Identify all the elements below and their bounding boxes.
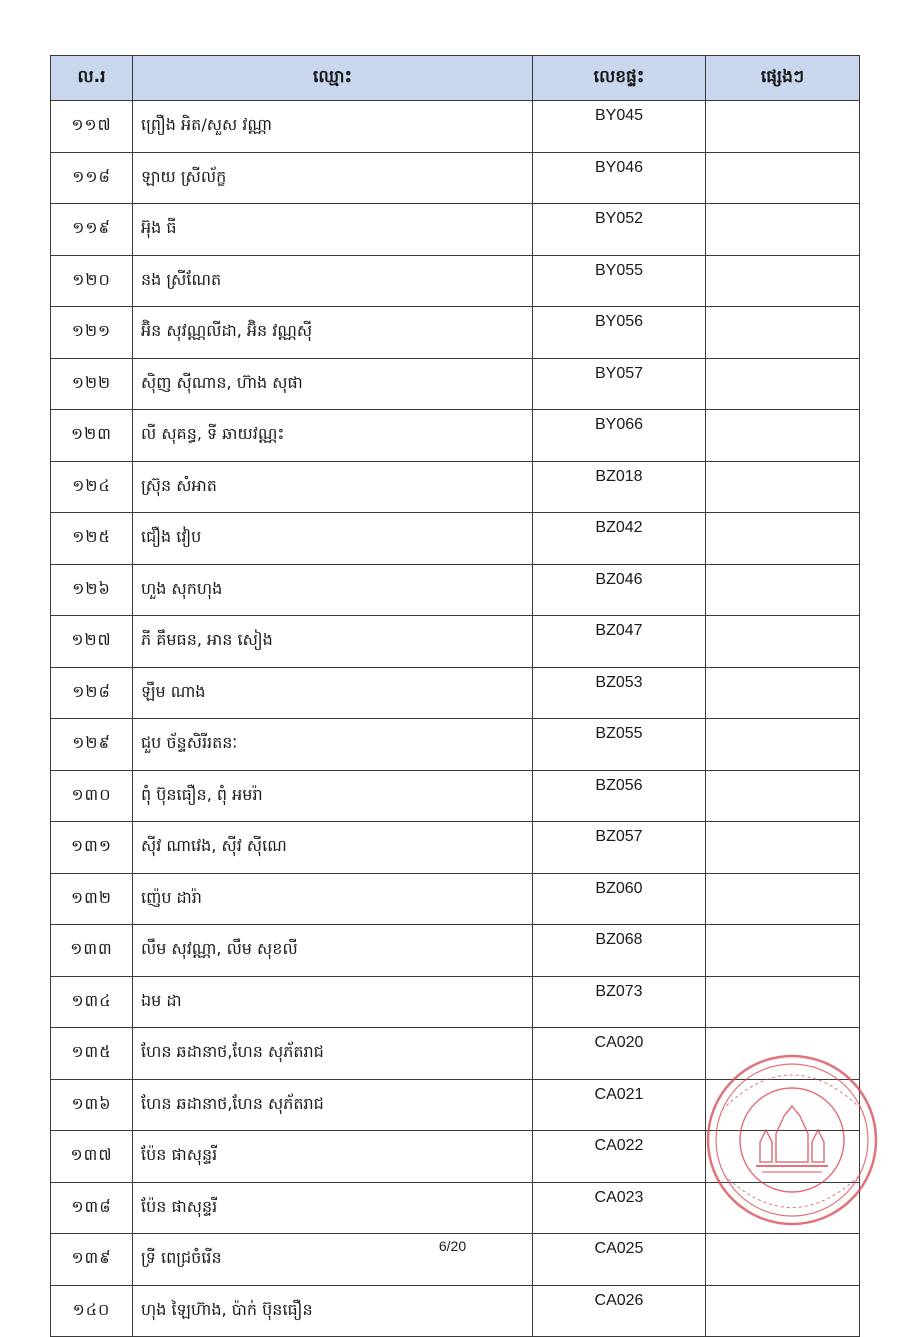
house-number-cell: BZ060: [533, 873, 706, 925]
house-number-cell: BY052: [533, 204, 706, 256]
owner-name-cell: ស៊្រុន សំអាត: [133, 461, 533, 513]
other-notes-cell: [706, 1028, 860, 1080]
house-list-table: [50, 55, 860, 1337]
house-number-cell: BZ057: [533, 822, 706, 874]
table-row: [51, 719, 860, 771]
table-row: [51, 358, 860, 410]
house-number-cell: BY046: [533, 152, 706, 204]
row-number-cell: ១៤០: [51, 1285, 133, 1337]
owner-name-cell: ព្រឿង អិត/សួស វណ្ណា: [133, 101, 533, 153]
row-number-cell: ១២៥: [51, 513, 133, 565]
row-number-cell: ១៣១: [51, 822, 133, 874]
house-number-cell: CA021: [533, 1079, 706, 1131]
owner-name-cell: ស៊ីវ ណាវេង, ស៊ីវ ស៊ីណេ: [133, 822, 533, 874]
header-house-number: លេខផ្ទះ: [533, 56, 706, 101]
owner-name-cell: ហែន ឆដានាថ,ហែន សុភ័តរាជ: [133, 1079, 533, 1131]
other-notes-cell: [706, 925, 860, 977]
page-number: 6/20: [438, 1238, 467, 1254]
other-notes-cell: [706, 822, 860, 874]
owner-name-cell: អ៊ិន សុវណ្ណលីដា, អ៊ិន វណ្ណស៊ី: [133, 307, 533, 359]
table-row: [51, 307, 860, 359]
house-number-cell: BZ056: [533, 770, 706, 822]
table-row: [51, 1131, 860, 1183]
house-number-cell: BZ042: [533, 513, 706, 565]
house-number-cell: BZ018: [533, 461, 706, 513]
table-row: [51, 461, 860, 513]
other-notes-cell: [706, 616, 860, 668]
other-notes-cell: [706, 358, 860, 410]
table-row: [51, 410, 860, 462]
other-notes-cell: [706, 1131, 860, 1183]
row-number-cell: ១១៩: [51, 204, 133, 256]
table-row: [51, 1285, 860, 1337]
house-number-cell: BY045: [533, 101, 706, 153]
owner-name-cell: លី សុគន្ធ, ទី ឆាយវណ្ណះ: [133, 410, 533, 462]
table-row: [51, 873, 860, 925]
other-notes-cell: [706, 1182, 860, 1234]
owner-name-cell: ហុង ឡៃហ៊ាង, ប៉ាក់ ប៊ុនធឿន: [133, 1285, 533, 1337]
other-notes-cell: [706, 719, 860, 771]
table-row: [51, 976, 860, 1028]
table-row: [51, 152, 860, 204]
table-row: [51, 204, 860, 256]
other-notes-cell: [706, 101, 860, 153]
house-number-cell: BY056: [533, 307, 706, 359]
owner-name-cell: ស៊ិញ ស៊ីណាន, ហ៊ាង សុផា: [133, 358, 533, 410]
house-number-cell: BY055: [533, 255, 706, 307]
row-number-cell: ១៣២: [51, 873, 133, 925]
row-number-cell: ១២២: [51, 358, 133, 410]
other-notes-cell: [706, 667, 860, 719]
house-number-cell: BZ073: [533, 976, 706, 1028]
owner-name-cell: ប៉ែន ផាសុន្ទរី: [133, 1131, 533, 1183]
row-number-cell: ១៣៥: [51, 1028, 133, 1080]
row-number-cell: ១៣៦: [51, 1079, 133, 1131]
other-notes-cell: [706, 976, 860, 1028]
house-number-cell: BZ068: [533, 925, 706, 977]
row-number-cell: ១១៨: [51, 152, 133, 204]
owner-name-cell: ឯម ដា: [133, 976, 533, 1028]
house-number-cell: BZ047: [533, 616, 706, 668]
table-row: [51, 1079, 860, 1131]
row-number-cell: ១៣៤: [51, 976, 133, 1028]
owner-name-cell: នង ស្រីណែត: [133, 255, 533, 307]
house-number-cell: BZ046: [533, 564, 706, 616]
row-number-cell: ១២៧: [51, 616, 133, 668]
row-number-cell: ១៣៣: [51, 925, 133, 977]
table-row: [51, 513, 860, 565]
owner-name-cell: ញ៉េប ដារ៉ា: [133, 873, 533, 925]
row-number-cell: ១៣០: [51, 770, 133, 822]
row-number-cell: ១២៤: [51, 461, 133, 513]
other-notes-cell: [706, 152, 860, 204]
table-row: [51, 1182, 860, 1234]
row-number-cell: ១១៧: [51, 101, 133, 153]
owner-name-cell: ពុំ ប៊ុនធឿន, ពុំ អមរ៉ា: [133, 770, 533, 822]
house-number-cell: BZ055: [533, 719, 706, 771]
owner-name-cell: លឹម សុវណ្ណា, លឹម សុខលី: [133, 925, 533, 977]
row-number-cell: ១៣៩: [51, 1234, 133, 1286]
row-number-cell: ១២០: [51, 255, 133, 307]
other-notes-cell: [706, 1079, 860, 1131]
row-number-cell: ១៣៧: [51, 1131, 133, 1183]
row-number-cell: ១២៨: [51, 667, 133, 719]
table-row: [51, 616, 860, 668]
other-notes-cell: [706, 770, 860, 822]
row-number-cell: ១២១: [51, 307, 133, 359]
other-notes-cell: [706, 307, 860, 359]
house-number-cell: BY066: [533, 410, 706, 462]
header-other: ផ្សេងៗ: [706, 56, 860, 101]
other-notes-cell: [706, 1285, 860, 1337]
header-name: ឈ្មោះ: [133, 56, 533, 101]
table-row: [51, 101, 860, 153]
owner-name-cell: ហួង សុកហុង: [133, 564, 533, 616]
other-notes-cell: [706, 873, 860, 925]
table-row: [51, 822, 860, 874]
house-number-cell: CA022: [533, 1131, 706, 1183]
owner-name-cell: ប៉ែន ផាសុន្ទរី: [133, 1182, 533, 1234]
house-number-cell: BZ053: [533, 667, 706, 719]
other-notes-cell: [706, 513, 860, 565]
table-header-row: [51, 56, 860, 101]
owner-name-cell: ឡាយ ស្រីល័ក្ខ: [133, 152, 533, 204]
row-number-cell: ១២៦: [51, 564, 133, 616]
owner-name-cell: អ៊ុង ធី: [133, 204, 533, 256]
owner-name-cell: ជឿង វៀប: [133, 513, 533, 565]
owner-name-cell: ទ្រី ពេជ្រចំរើន: [133, 1234, 533, 1286]
table-row: [51, 255, 860, 307]
other-notes-cell: [706, 564, 860, 616]
row-number-cell: ១២៣: [51, 410, 133, 462]
owner-name-cell: ឡឹម ណាង: [133, 667, 533, 719]
house-number-cell: CA025: [533, 1234, 706, 1286]
table-row: [51, 925, 860, 977]
table-body: [51, 101, 860, 1337]
house-number-cell: CA023: [533, 1182, 706, 1234]
other-notes-cell: [706, 461, 860, 513]
owner-name-cell: ជួប ច័ន្ទសិរីរតនៈ: [133, 719, 533, 771]
other-notes-cell: [706, 204, 860, 256]
other-notes-cell: [706, 410, 860, 462]
header-number: ល.រ: [51, 56, 133, 101]
table-row: [51, 564, 860, 616]
table-row: [51, 1028, 860, 1080]
house-number-cell: BY057: [533, 358, 706, 410]
house-number-cell: CA020: [533, 1028, 706, 1080]
owner-name-cell: ហែន ឆដានាថ,ហែន សុភ័តរាជ: [133, 1028, 533, 1080]
row-number-cell: ១២៩: [51, 719, 133, 771]
other-notes-cell: [706, 255, 860, 307]
owner-name-cell: ភី គឹមធន, អាន សៀង: [133, 616, 533, 668]
table-row: [51, 667, 860, 719]
house-number-cell: CA026: [533, 1285, 706, 1337]
row-number-cell: ១៣៨: [51, 1182, 133, 1234]
table-row: [51, 770, 860, 822]
